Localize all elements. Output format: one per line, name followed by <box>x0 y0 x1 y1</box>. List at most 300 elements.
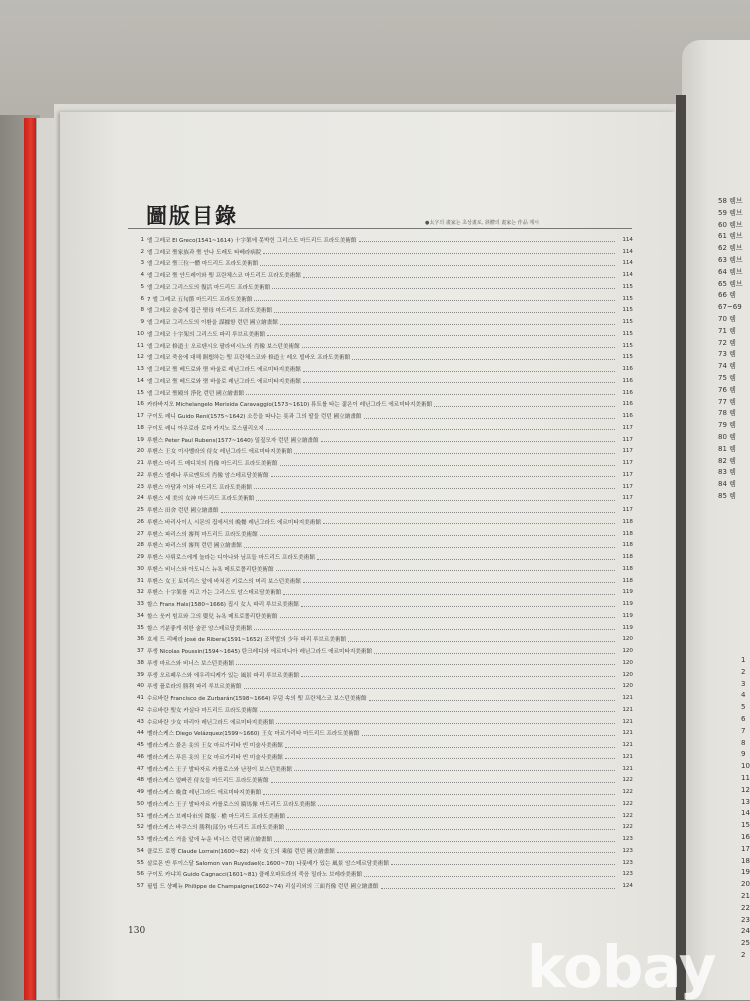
plate-entry <box>128 293 633 305</box>
plate-description: 엘 그레코 聖 베드로와 聖 바울로 레닌그라드 에르미타지美術館 <box>147 378 301 385</box>
plate-page: 115 <box>622 295 633 302</box>
plate-description: 루벤스 엘레나 푸르멘트의 肖像 암스테르담美術館 <box>147 472 269 479</box>
plate-page: 123 <box>622 836 633 843</box>
leader-dots <box>256 496 615 501</box>
plate-number: 5 <box>140 283 144 290</box>
leader-dots <box>348 637 615 642</box>
leader-dots <box>287 813 615 818</box>
plate-description: 엘 그레코 聖殿의 淨化 런던 國立繪畫館 <box>147 390 245 397</box>
plate-page: 120 <box>622 648 633 655</box>
plate-description: 루벤스 비너스와 아도니스 뉴욕 메트로폴리탄美術館 <box>147 566 274 573</box>
leader-dots <box>374 649 615 654</box>
facing-entry <box>718 267 750 279</box>
facing-entry-number: 4 <box>741 691 746 700</box>
plate-number: 51 <box>136 812 144 819</box>
plate-page: 121 <box>622 695 633 702</box>
plate-number: 53 <box>136 836 144 843</box>
leader-dots <box>254 625 615 630</box>
facing-entry-text: 렘 <box>729 397 736 406</box>
plate-description: 벨라스케스 브레다市의 降服 · 槍 마드리드 프라도美術館 <box>147 813 286 820</box>
plate-entry <box>128 822 633 834</box>
leader-dots <box>303 578 615 583</box>
plate-number: 37 <box>136 648 144 655</box>
plate-page: 115 <box>622 330 633 337</box>
facing-entry-text: 렘브 <box>729 197 743 205</box>
leader-dots <box>285 754 615 759</box>
plate-page: 115 <box>622 319 633 326</box>
plate-page: 119 <box>622 589 633 596</box>
facing-entry-number: 5 <box>741 703 746 712</box>
plate-number: 47 <box>136 765 144 772</box>
facing-entry-number: 16 <box>741 832 750 841</box>
facing-entry-number: 7 <box>741 726 746 735</box>
plate-entry <box>128 551 633 563</box>
leader-dots <box>274 308 615 313</box>
facing-entry-number: 72 <box>718 338 727 347</box>
facing-entry-number: 18 <box>741 856 750 865</box>
plate-description: 엘 그레코 죽음에 대해 瞑想하는 聖 프란체스코와 修道士 레오 빌바오 프라도美術館 <box>147 355 351 362</box>
leader-dots <box>280 461 616 466</box>
facing-entry-number: 22 <box>741 903 750 912</box>
plate-page: 119 <box>622 612 633 619</box>
plate-page: 117 <box>622 460 633 467</box>
facing-entry-number: 2 <box>741 950 746 959</box>
plate-number: 26 <box>136 518 144 525</box>
facing-entry <box>718 208 750 220</box>
plate-description: 할스 웃커 힘프와 그의 嬰兒 뉴욕 메트로폴리탄美術館 <box>147 613 278 620</box>
plate-page: 114 <box>622 260 633 267</box>
facing-entry <box>718 279 750 291</box>
plate-number: 40 <box>136 683 144 690</box>
watermark-logo: kobay <box>527 933 716 1001</box>
plate-entry <box>128 857 633 869</box>
facing-entry-number: 62 <box>718 244 727 253</box>
facing-entry <box>718 420 750 432</box>
plate-number: 57 <box>136 883 144 890</box>
plate-description: 푸생 Nicolas Poussin(1594~1645) 탄크레디와 에르미니아 레닌그라드 에르미타지美術館 <box>147 649 373 656</box>
plate-number: 21 <box>136 460 144 467</box>
facing-entry-number: 81 <box>718 444 727 453</box>
facing-entry <box>718 196 750 208</box>
facing-entry-text: 렘브 <box>729 255 743 264</box>
plate-page: 120 <box>622 659 633 666</box>
facing-entry <box>718 444 750 456</box>
plate-page: 122 <box>622 789 633 796</box>
facing-entry-number: 63 <box>718 255 727 264</box>
plate-number: 39 <box>136 671 144 678</box>
plate-page: 118 <box>622 542 633 549</box>
facing-entry-text: 렘 <box>729 432 736 441</box>
plate-number: 48 <box>136 777 144 784</box>
leader-dots <box>280 613 616 618</box>
page-title: 圖版目錄 <box>146 203 238 228</box>
plate-entry <box>128 657 633 669</box>
facing-entry <box>718 220 750 232</box>
plate-description: 루벤스 女王 토미리스 앞에 바쳐진 키로스의 머리 보스턴美術館 <box>147 578 301 585</box>
plate-description: 엘 그레코 그리스도의 이환을 謀據함 런던 國立繪畫館 <box>147 320 278 327</box>
plate-number: 6 <box>140 295 144 302</box>
plate-number: 11 <box>136 342 144 349</box>
plate-description: 푸생 플로라의 勝利 파리 루브르美術館 <box>147 684 242 691</box>
plate-entry <box>128 528 633 540</box>
plate-entry <box>128 775 633 787</box>
plate-page: 116 <box>622 389 633 396</box>
plate-entry <box>128 352 633 364</box>
facing-entry <box>718 243 750 255</box>
leader-dots <box>434 402 615 407</box>
plate-number: 33 <box>136 601 144 608</box>
plate-description: 호세 드 리베라 José de Ribera(1591~1652) 조막발의 少年 파리 루브르美術館 <box>147 637 347 644</box>
facing-entry-text: 렘브 <box>729 267 743 276</box>
facing-entry-number: 67~69 <box>718 303 742 312</box>
plate-description: 할스 Frans Hals(1580~1666) 집시 女人 파리 루브르美術館 <box>147 602 299 609</box>
plate-page: 121 <box>622 742 633 749</box>
plate-number: 35 <box>136 624 144 631</box>
facing-entry <box>718 479 750 491</box>
leader-dots <box>303 273 615 278</box>
leader-dots <box>276 719 615 724</box>
plate-number: 22 <box>136 471 144 478</box>
plate-number: 17 <box>136 413 144 420</box>
plate-page: 114 <box>622 236 633 243</box>
title-rule <box>128 228 632 229</box>
book-gutter-shadow <box>676 95 686 1000</box>
plate-number: 32 <box>136 589 144 596</box>
leader-dots <box>362 731 615 736</box>
plate-entry <box>128 281 633 293</box>
leader-dots <box>263 790 615 795</box>
plate-description: 벨라스케스 거울 앞에 누운 비너스 런던 國立繪畫館 <box>147 837 273 844</box>
facing-entry <box>718 255 750 267</box>
plate-number: 45 <box>136 742 144 749</box>
leader-dots <box>337 848 615 853</box>
plate-number: 55 <box>136 859 144 866</box>
plate-entry <box>128 493 633 505</box>
facing-entry-number: 78 <box>718 409 727 418</box>
plate-entry <box>128 469 633 481</box>
plate-entry <box>128 786 633 798</box>
plate-page: 117 <box>622 495 633 502</box>
leader-dots <box>323 519 615 524</box>
plate-description: 엘 그레코 술총에 접근 聖母 마드리드 프라도美術館 <box>147 308 273 315</box>
facing-entry-text: 렘 <box>729 444 736 453</box>
facing-entry-number: 77 <box>718 397 727 406</box>
facing-entry-number: 10 <box>741 762 750 771</box>
plate-number: 31 <box>136 577 144 584</box>
plate-page: 118 <box>622 554 633 561</box>
plate-description: 루벤스 마리 드 메디치의 肖像 마드리드 프라도美術館 <box>147 461 278 468</box>
facing-entry-number: 20 <box>741 880 750 889</box>
plate-entry <box>128 563 633 575</box>
plate-entry <box>128 716 633 728</box>
plate-description: 엘 그레코 聖三位一體 마드리드 프라도美術館 <box>147 261 259 268</box>
plate-description: 벨라스케스 Diego Velázquez(1599~1660) 王女 마르가리타 마드리드 프라도美術館 <box>147 731 360 738</box>
plate-page: 118 <box>622 565 633 572</box>
facing-entry-text: 렘 <box>729 326 736 335</box>
plate-description: 루벤스 세 美의 女神 마드리드 프라도美術館 <box>147 496 255 503</box>
plate-page: 121 <box>622 718 633 725</box>
facing-entry-text: 렘브 <box>729 232 743 241</box>
plate-description: 벨라스케스 王子 발타자르 카를로스의 騎馬像 마드리드 프라도美術館 <box>147 801 316 808</box>
plate-description: 클로드 로랭 Claude Lorrain(1600~82) 시바 女王의 乘船 런던 國立繪畫館 <box>147 848 335 855</box>
facing-entry-number: 60 <box>718 220 727 229</box>
facing-page-list-upper <box>718 196 750 503</box>
facing-entry <box>718 349 750 361</box>
facing-entry-number: 3 <box>741 679 746 688</box>
leader-dots <box>294 766 615 771</box>
leader-dots <box>271 778 615 783</box>
plate-number: 9 <box>140 319 144 326</box>
plate-number: 18 <box>136 424 144 431</box>
leader-dots <box>236 660 615 665</box>
facing-page-list-lower <box>741 655 750 962</box>
leader-dots <box>364 872 615 877</box>
facing-entry-number: 25 <box>741 939 750 948</box>
plate-page: 115 <box>622 283 633 290</box>
plate-page: 124 <box>622 883 633 890</box>
facing-entry-number: 14 <box>741 809 750 818</box>
leader-dots <box>271 472 615 477</box>
leader-dots <box>285 743 615 748</box>
plate-number: 24 <box>136 495 144 502</box>
leader-dots <box>359 237 615 242</box>
plate-entry <box>128 610 633 622</box>
leader-dots <box>321 437 615 442</box>
facing-entry-number: 15 <box>741 821 750 830</box>
plate-number: 34 <box>136 612 144 619</box>
plate-description: 구이도 레니 아우로라 로마 카지노 로스필리오지 <box>147 425 264 432</box>
plate-page: 116 <box>622 377 633 384</box>
plate-entry <box>128 258 633 270</box>
plate-description: 엘 그레코 그리스도의 復活 마드리드 프라도美術館 <box>147 284 271 291</box>
facing-entry-text: 렘 <box>729 338 736 347</box>
leader-dots <box>303 367 615 372</box>
facing-entry-number: 24 <box>741 927 750 936</box>
facing-entry-text: 렘브 <box>729 220 743 229</box>
plate-entry <box>128 869 633 881</box>
facing-entry-text: 렘 <box>729 314 736 323</box>
leader-dots <box>244 543 615 548</box>
facing-entry-number: 66 <box>718 291 727 300</box>
plate-description: 벨라스케스 붉은 옷의 王女 마르가리타 빈 미술사美術館 <box>147 743 283 750</box>
plate-number: 20 <box>136 448 144 455</box>
facing-entry <box>718 361 750 373</box>
plate-number: 46 <box>136 753 144 760</box>
facing-entry <box>718 338 750 350</box>
plate-description: 카라바지오 Michelangelo Merisida Caravaggio(1573~1610) 류트를 타는 젊은이 레닌그라드 에르미타지美術館 <box>147 402 433 409</box>
leader-dots <box>381 884 615 889</box>
leader-dots <box>272 284 615 289</box>
plate-entry <box>128 575 633 587</box>
plate-entry <box>128 751 633 763</box>
plate-number: 38 <box>136 659 144 666</box>
plate-page: 122 <box>622 824 633 831</box>
plate-number: 10 <box>136 330 144 337</box>
facing-entry-number: 17 <box>741 844 750 853</box>
plate-entry <box>128 316 633 328</box>
plate-number: 15 <box>136 389 144 396</box>
facing-entry-number: 85 <box>718 491 727 500</box>
leader-dots <box>286 825 615 830</box>
plate-number: 25 <box>136 507 144 514</box>
plate-description: 엘 그레코 聖 안드레이와 聖 프란체스코 마드리드 프라도美術館 <box>147 273 301 280</box>
plate-entry <box>128 645 633 657</box>
plate-entry <box>128 622 633 634</box>
plate-page: 122 <box>622 777 633 784</box>
plate-page: 119 <box>622 601 633 608</box>
plate-entry <box>128 481 633 493</box>
facing-entry <box>718 326 750 338</box>
plate-description: 푸생 오르페우스와 에우리디케가 있는 風景 파리 루브르美術館 <box>147 672 300 679</box>
facing-entry <box>718 290 750 302</box>
plate-number: 28 <box>136 542 144 549</box>
leader-dots <box>280 320 615 325</box>
plate-entry <box>128 363 633 375</box>
plate-number: 50 <box>136 800 144 807</box>
plate-list <box>128 234 633 892</box>
plate-description: 엘 그레코 El Greco(1541~1614) 十字架에 못박힌 그리스도 마드리드 프라도美術館 <box>147 237 357 244</box>
facing-entry-number: 12 <box>741 785 750 794</box>
facing-entry <box>718 432 750 444</box>
plate-number: 2 <box>140 248 144 255</box>
plate-description: 필립 드 샹페뉴 Philippe de Champaigne(1602~74) 리실리외의 三面肖像 런던 國立繪畫館 <box>147 884 379 891</box>
legend-note: ●太字의 畫家는 초상畫로, 斜體의 畫家는 作品 제시 <box>425 220 539 226</box>
plate-description: 살로몬 반 루이스달 Salomon van Ruysdael(c.1600~70) 나룻배가 있는 風景 암스테르담美術館 <box>147 860 389 867</box>
leader-dots <box>352 355 615 360</box>
plate-number: 14 <box>136 377 144 384</box>
plate-page: 117 <box>622 424 633 431</box>
plate-entry <box>128 880 633 892</box>
plate-number: 13 <box>136 366 144 373</box>
facing-entry <box>718 373 750 385</box>
plate-page: 119 <box>622 624 633 631</box>
plate-entry <box>128 728 633 740</box>
plate-description: 루벤스 파리스의 審判 런던 國立繪畫館 <box>147 543 242 550</box>
leader-dots <box>301 672 615 677</box>
facing-page <box>682 40 750 1000</box>
plate-page: 121 <box>622 706 633 713</box>
plate-page: 122 <box>622 800 633 807</box>
leader-dots <box>369 696 615 701</box>
plate-entry <box>128 810 633 822</box>
plate-page: 121 <box>622 765 633 772</box>
plate-number: 29 <box>136 554 144 561</box>
plate-description: 루벤스 田舍 런던 國立繪畫館 <box>147 508 219 515</box>
plate-page: 120 <box>622 636 633 643</box>
leader-dots <box>254 296 615 301</box>
plate-entry <box>128 246 633 258</box>
facing-entry <box>718 302 750 314</box>
leader-dots <box>391 860 615 865</box>
leader-dots <box>263 249 615 254</box>
leader-dots <box>276 566 615 571</box>
leader-dots <box>221 508 615 513</box>
facing-entry-number: 11 <box>741 773 750 782</box>
plate-number: 12 <box>136 354 144 361</box>
plate-description: 루벤스 Peter Paul Rubens(1577~1640) 밀짚모자 런던 國立繪畫館 <box>147 437 319 444</box>
plate-entry <box>128 681 633 693</box>
plate-number: 44 <box>136 730 144 737</box>
leader-dots <box>260 261 615 266</box>
leader-dots <box>274 837 615 842</box>
plate-page: 118 <box>622 518 633 525</box>
facing-entry-number: 64 <box>718 267 727 276</box>
leader-dots <box>303 378 615 383</box>
plate-page: 114 <box>622 272 633 279</box>
facing-entry <box>718 467 750 479</box>
facing-entry <box>718 231 750 243</box>
plate-description: 벨라스케스 바쿠스의 勝利(部分) 마드리드 프라도美術館 <box>147 825 285 832</box>
leader-dots <box>260 707 615 712</box>
facing-entry-text: 렘브 <box>729 208 743 217</box>
plate-entry <box>128 669 633 681</box>
leader-dots <box>318 801 615 806</box>
plate-page: 123 <box>622 871 633 878</box>
facing-entry <box>718 385 750 397</box>
facing-entry-number: 13 <box>741 797 750 806</box>
facing-entry <box>718 397 750 409</box>
facing-entry-text: 렘 <box>729 456 736 465</box>
facing-entry-number: 59 <box>718 208 727 217</box>
plate-page: 114 <box>622 248 633 255</box>
plate-page: 117 <box>622 471 633 478</box>
plate-entry <box>128 375 633 387</box>
page-number: 130 <box>128 926 146 936</box>
leader-dots <box>301 602 615 607</box>
facing-entry-number: 82 <box>718 456 727 465</box>
plate-entry <box>128 598 633 610</box>
facing-entry <box>718 408 750 420</box>
plate-page: 116 <box>622 413 633 420</box>
facing-entry-number: 21 <box>741 891 750 900</box>
plate-description: 벨라스케스 晩食 레닌그라드 에르미타지美術館 <box>147 790 262 797</box>
plate-page: 120 <box>622 683 633 690</box>
facing-entry-number: 79 <box>718 421 727 430</box>
facing-entry-number: 9 <box>741 750 746 759</box>
plate-page: 118 <box>622 530 633 537</box>
facing-entry-number: 80 <box>718 432 727 441</box>
facing-entry-text: 렘 <box>729 468 736 477</box>
plate-number: 36 <box>136 636 144 643</box>
facing-entry-number: 65 <box>718 279 727 288</box>
facing-entry-text: 렘 <box>729 480 736 489</box>
plate-description: 루벤스 王女 이사벨라의 侍女 레닌그라드 에르미타지美術館 <box>147 449 293 456</box>
plate-description: 루벤스 十字架를 지고 가는 그리스도 암스테르담美術館 <box>147 590 282 597</box>
facing-entry-text: 렘 <box>729 385 736 394</box>
plate-entry <box>128 587 633 599</box>
plate-entry <box>128 845 633 857</box>
plate-page: 115 <box>622 307 633 314</box>
facing-entry <box>718 491 750 503</box>
plate-description: 수르바란 聖女 카실다 마드리드 프라도美術館 <box>147 707 258 714</box>
facing-entry-text: 렘 <box>729 350 736 359</box>
plate-entry <box>128 692 633 704</box>
leader-dots <box>260 531 615 536</box>
plate-entry <box>128 798 633 810</box>
plate-description: 푸생 마르스와 비너스 보스턴美術館 <box>147 660 234 667</box>
plate-description: 엘 그레코 聖家族과 聖 안나 도레도 타베라病院 <box>147 249 262 256</box>
plate-number: 19 <box>136 436 144 443</box>
facing-entry-text: 렘브 <box>729 279 743 288</box>
leader-dots <box>266 425 615 430</box>
plate-description: 루벤스 아담과 이와 마드리드 프라도美術館 <box>147 484 252 491</box>
plate-page: 117 <box>622 483 633 490</box>
facing-entry <box>718 314 750 326</box>
plate-number: 42 <box>136 706 144 713</box>
plate-entry <box>128 234 633 246</box>
plate-number: 54 <box>136 847 144 854</box>
leader-dots <box>267 331 615 336</box>
